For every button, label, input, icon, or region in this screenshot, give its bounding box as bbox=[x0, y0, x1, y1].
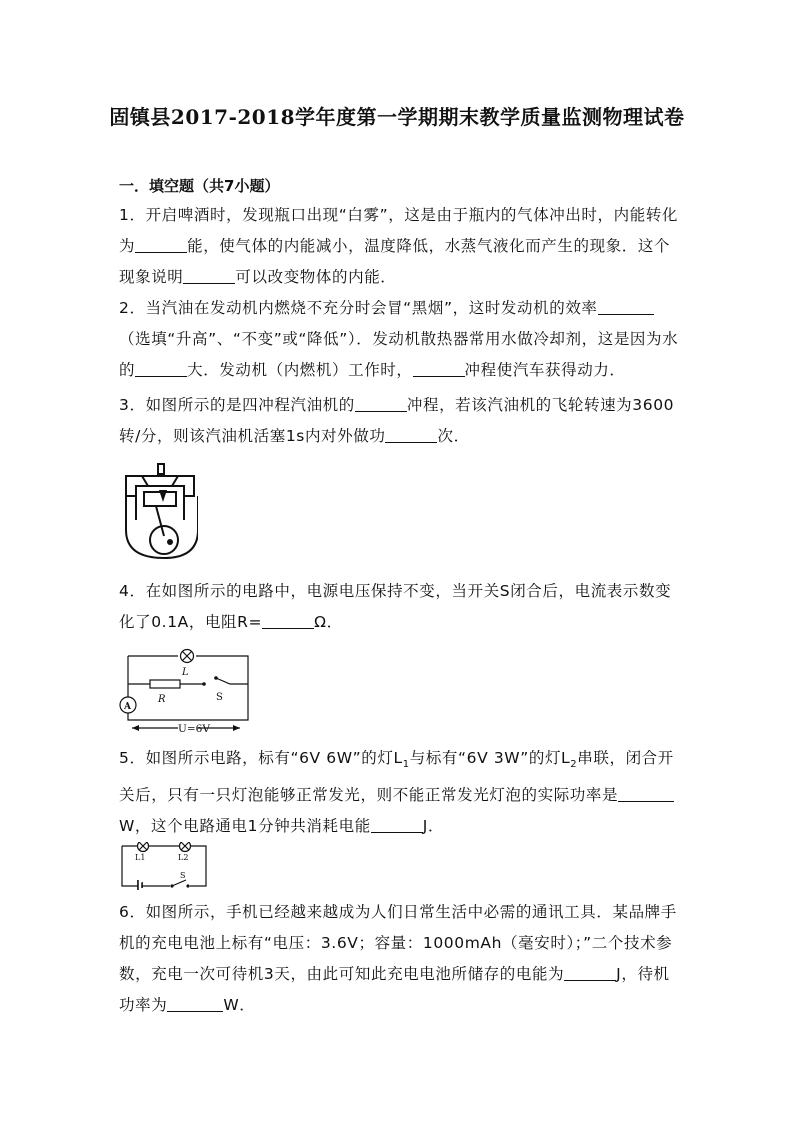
label-L1: L1 bbox=[135, 853, 146, 862]
label-S2: S bbox=[180, 871, 186, 880]
q2-blank-3[interactable] bbox=[413, 360, 465, 377]
label-A: A bbox=[124, 702, 131, 712]
q1-number: 1． bbox=[119, 206, 146, 224]
q2-text-b: （选填“升高”、“不变”或“降低”）．发动机散热器常用水做冷却剂，这是因为水的 bbox=[119, 330, 679, 379]
label-L: L bbox=[182, 667, 189, 678]
q6-text-a: 如图所示，手机已经越来越成为人们日常生活中必需的通讯工具．某品牌手机的充电电池上标有“电压：3.6V；容量：1000mAh（毫安时）；”二个技术参数，充电一次可待机3天，由此可知此充电电池所储存的电能为 bbox=[119, 903, 677, 983]
q3-text-b: 冲程，若该汽油机的飞轮转速为3600转/分，则该汽油机活塞1s内对外做功 bbox=[119, 396, 675, 445]
crank bbox=[150, 526, 178, 554]
question-6 bbox=[119, 897, 679, 1021]
q5-text-e: J． bbox=[422, 817, 445, 836]
q4-text-b: Ω． bbox=[314, 613, 343, 631]
label-R: R bbox=[158, 694, 166, 705]
q3-text-a: 如图所示的是四冲程汽油机的 bbox=[145, 396, 355, 414]
q2-text-a: 当汽油在发动机内燃烧不充分时会冒“黑烟”，这时发动机的效率 bbox=[145, 299, 598, 317]
q4-number: 4． bbox=[119, 582, 146, 600]
q5-number: 5． bbox=[119, 749, 146, 767]
q5-sub-2: 2 bbox=[570, 759, 578, 771]
q2-blank-1[interactable] bbox=[598, 298, 654, 315]
q2-text-c: 大．发动机（内燃机）工作时， bbox=[187, 361, 413, 379]
label-U: U=6V bbox=[178, 723, 210, 735]
q5-blank-2[interactable] bbox=[371, 816, 423, 833]
q1-blank-1[interactable] bbox=[135, 236, 187, 253]
piston bbox=[144, 492, 176, 506]
outer-loop bbox=[122, 846, 206, 886]
question-4 bbox=[119, 576, 679, 638]
resistor-R bbox=[150, 680, 180, 688]
q4-text-a: 在如图所示的电路中，电源电压保持不变，当开关S闭合后，电流表示数变化了0.1A，电阻R= bbox=[119, 582, 672, 631]
q5-text-a: 如图所示电路，标有“6V 6W”的灯L bbox=[145, 749, 403, 767]
outer-loop bbox=[128, 656, 248, 720]
question-3 bbox=[119, 390, 679, 452]
label-L2: L2 bbox=[178, 853, 189, 862]
q5-text-d: W，这个电路通电1分钟共消耗电能 bbox=[119, 817, 371, 836]
q5-sub-1: 1 bbox=[402, 759, 410, 771]
section-heading: 一．填空题（共7小题） bbox=[119, 177, 280, 195]
q3-blank-1[interactable] bbox=[355, 395, 407, 412]
question-5 bbox=[119, 743, 679, 842]
q3-number: 3． bbox=[119, 396, 146, 414]
q3-text-c: 次． bbox=[437, 427, 470, 445]
circuit-figure-1 bbox=[118, 648, 254, 736]
engine-figure bbox=[122, 462, 198, 560]
q2-blank-2[interactable] bbox=[135, 360, 187, 377]
valves bbox=[142, 476, 178, 486]
q6-blank-1[interactable] bbox=[564, 964, 616, 981]
q1-text-c: 可以改变物体的内能． bbox=[235, 268, 397, 286]
down-arrow-icon bbox=[159, 490, 167, 502]
q1-text-a: 开启啤酒时，发现瓶口出现“白雾”，这是由于瓶内的气体冲出时，内能转化为 bbox=[119, 206, 679, 255]
question-1 bbox=[119, 200, 679, 293]
q6-blank-2[interactable] bbox=[167, 995, 223, 1012]
q6-text-c: W． bbox=[223, 996, 256, 1014]
spark-plug bbox=[158, 464, 164, 474]
q2-text-d: 冲程使汽车获得动力． bbox=[464, 361, 626, 379]
label-S: S bbox=[216, 692, 223, 703]
connecting-rod bbox=[156, 506, 164, 536]
q1-blank-2[interactable] bbox=[183, 267, 235, 284]
q1-text-b: 能，使气体的内能减小，温度降低，水蒸气液化而产生的现象．这个现象说明 bbox=[119, 237, 671, 286]
q6-text-b: J，待机功率为 bbox=[119, 965, 670, 1014]
page-title: 固镇县2017-2018学年度第一学期期末教学质量监测物理试卷 bbox=[109, 105, 685, 129]
q2-number: 2． bbox=[119, 299, 146, 317]
q5-blank-1[interactable] bbox=[618, 785, 674, 802]
question-2 bbox=[119, 293, 679, 386]
q5-text-c: 串联，闭合开关后，只有一只灯泡能够正常发光，则不能正常发光灯泡的实际功率是 bbox=[119, 749, 674, 805]
q3-blank-2[interactable] bbox=[385, 426, 437, 443]
q5-text-b: 与标有“6V 3W”的灯L bbox=[409, 749, 571, 767]
branch-R-S bbox=[128, 678, 248, 684]
q6-number: 6． bbox=[119, 903, 146, 921]
circuit-figure-2 bbox=[118, 842, 210, 890]
q4-blank-1[interactable] bbox=[262, 612, 314, 629]
